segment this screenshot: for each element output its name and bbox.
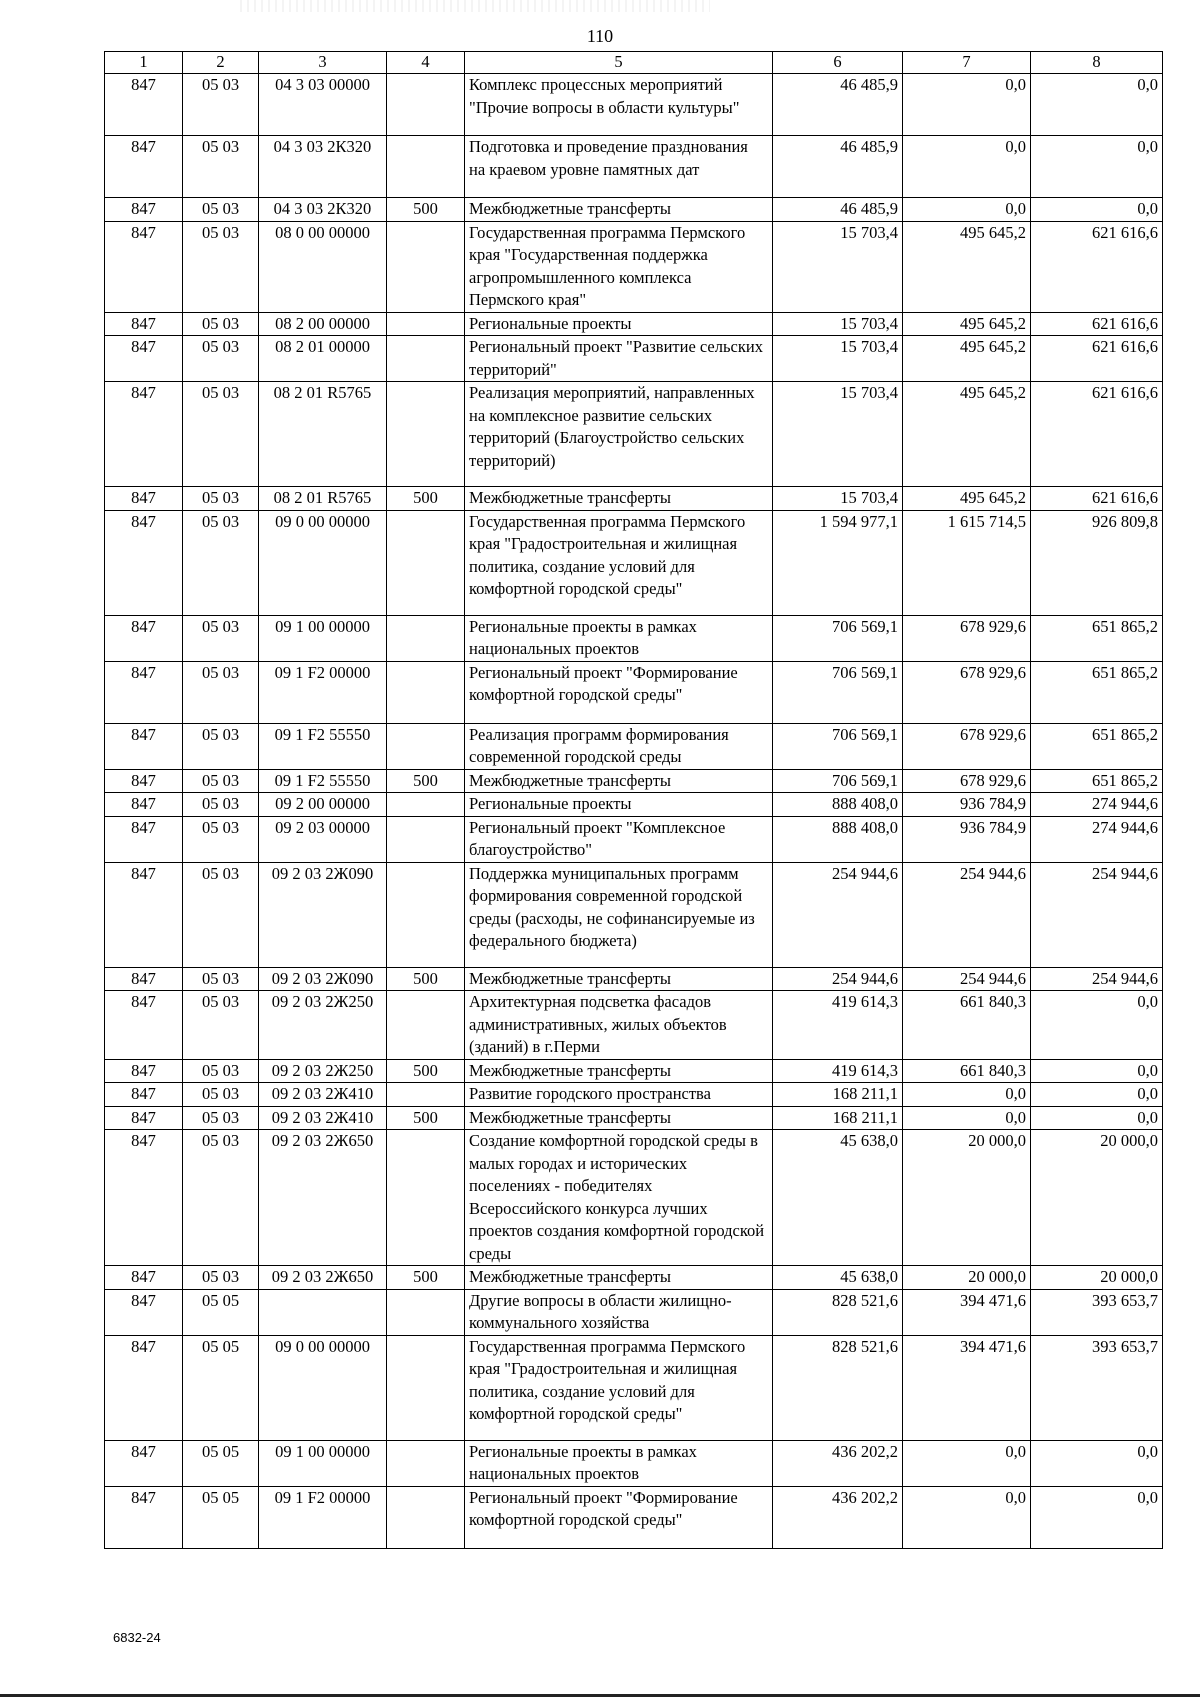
cell-description: Архитектурная подсветка фасадов административных, жилых объектов (зданий) в г.Перми (465, 991, 773, 1060)
cell-amount-year2: 678 929,6 (903, 615, 1031, 661)
column-header: 2 (183, 52, 259, 74)
cell-expense-type: 500 (387, 198, 465, 222)
cell-target-code: 09 1 00 00000 (259, 615, 387, 661)
cell-amount-year1: 706 569,1 (773, 723, 903, 769)
cell-target-code: 09 2 03 2Ж650 (259, 1266, 387, 1290)
cell-amount-year1: 888 408,0 (773, 816, 903, 862)
cell-amount-year2: 0,0 (903, 1440, 1031, 1486)
table-row (105, 382, 1163, 487)
column-header: 6 (773, 52, 903, 74)
table-row (105, 862, 1163, 967)
cell-admin-code: 847 (105, 816, 183, 862)
cell-amount-year3: 0,0 (1031, 1486, 1163, 1548)
cell-target-code: 09 0 00 00000 (259, 510, 387, 615)
cell-expense-type (387, 136, 465, 198)
cell-amount-year1: 15 703,4 (773, 336, 903, 382)
cell-amount-year3: 651 865,2 (1031, 723, 1163, 769)
cell-amount-year3: 651 865,2 (1031, 615, 1163, 661)
table-row (105, 1266, 1163, 1290)
table-row (105, 312, 1163, 336)
cell-amount-year3: 20 000,0 (1031, 1130, 1163, 1266)
cell-admin-code: 847 (105, 136, 183, 198)
table-row (105, 136, 1163, 198)
cell-amount-year2: 495 645,2 (903, 221, 1031, 312)
cell-amount-year3: 651 865,2 (1031, 661, 1163, 723)
cell-expense-type (387, 1440, 465, 1486)
cell-expense-type (387, 510, 465, 615)
table-row (105, 661, 1163, 723)
cell-section-code: 05 03 (183, 336, 259, 382)
cell-admin-code: 847 (105, 1059, 183, 1083)
cell-admin-code: 847 (105, 198, 183, 222)
table-row (105, 336, 1163, 382)
cell-amount-year2: 661 840,3 (903, 1059, 1031, 1083)
cell-description: Межбюджетные трансферты (465, 198, 773, 222)
cell-section-code: 05 03 (183, 967, 259, 991)
cell-expense-type (387, 661, 465, 723)
cell-section-code: 05 05 (183, 1440, 259, 1486)
cell-admin-code: 847 (105, 1486, 183, 1548)
table-row (105, 1440, 1163, 1486)
table-row (105, 1059, 1163, 1083)
column-header: 1 (105, 52, 183, 74)
cell-target-code: 09 2 03 2Ж410 (259, 1083, 387, 1107)
cell-section-code: 05 03 (183, 312, 259, 336)
cell-amount-year3: 621 616,6 (1031, 382, 1163, 487)
cell-amount-year1: 46 485,9 (773, 198, 903, 222)
cell-amount-year1: 15 703,4 (773, 221, 903, 312)
cell-amount-year3: 0,0 (1031, 74, 1163, 136)
cell-target-code: 09 1 00 00000 (259, 1440, 387, 1486)
cell-target-code: 09 2 03 2Ж410 (259, 1106, 387, 1130)
cell-amount-year2: 394 471,6 (903, 1335, 1031, 1440)
table-row (105, 221, 1163, 312)
cell-amount-year1: 706 569,1 (773, 769, 903, 793)
cell-amount-year1: 45 638,0 (773, 1266, 903, 1290)
cell-target-code: 09 2 03 2Ж090 (259, 862, 387, 967)
cell-section-code: 05 03 (183, 1266, 259, 1290)
cell-admin-code: 847 (105, 1130, 183, 1266)
column-header: 5 (465, 52, 773, 74)
table-body (105, 74, 1163, 1549)
table-row (105, 487, 1163, 511)
cell-amount-year2: 0,0 (903, 136, 1031, 198)
cell-expense-type (387, 1083, 465, 1107)
cell-description: Межбюджетные трансферты (465, 487, 773, 511)
cell-amount-year2: 495 645,2 (903, 487, 1031, 511)
cell-amount-year2: 0,0 (903, 1486, 1031, 1548)
cell-description: Реализация мероприятий, направленных на комплексное развитие сельских территорий (Благоустройство сельских территорий) (465, 382, 773, 487)
table-row (105, 1130, 1163, 1266)
cell-amount-year1: 168 211,1 (773, 1083, 903, 1107)
cell-description: Государственная программа Пермского края "Градостроительная и жилищная политика, создание условий для комфортной городской среды" (465, 1335, 773, 1440)
cell-admin-code: 847 (105, 991, 183, 1060)
cell-expense-type (387, 312, 465, 336)
cell-section-code: 05 03 (183, 1059, 259, 1083)
cell-amount-year2: 495 645,2 (903, 336, 1031, 382)
cell-amount-year1: 46 485,9 (773, 74, 903, 136)
cell-description: Межбюджетные трансферты (465, 1059, 773, 1083)
cell-amount-year3: 0,0 (1031, 1059, 1163, 1083)
cell-section-code: 05 03 (183, 136, 259, 198)
cell-section-code: 05 03 (183, 991, 259, 1060)
cell-admin-code: 847 (105, 74, 183, 136)
cell-admin-code: 847 (105, 1083, 183, 1107)
cell-description: Развитие городского пространства (465, 1083, 773, 1107)
cell-description: Комплекс процессных мероприятий "Прочие вопросы в области культуры" (465, 74, 773, 136)
cell-description: Региональный проект "Формирование комфортной городской среды" (465, 1486, 773, 1548)
table-row (105, 769, 1163, 793)
cell-amount-year2: 0,0 (903, 74, 1031, 136)
cell-admin-code: 847 (105, 510, 183, 615)
table-row (105, 510, 1163, 615)
cell-target-code: 08 2 01 R5765 (259, 487, 387, 511)
cell-admin-code: 847 (105, 382, 183, 487)
cell-section-code: 05 03 (183, 816, 259, 862)
cell-amount-year2: 254 944,6 (903, 967, 1031, 991)
cell-admin-code: 847 (105, 487, 183, 511)
cell-amount-year3: 651 865,2 (1031, 769, 1163, 793)
cell-admin-code: 847 (105, 967, 183, 991)
table-row (105, 1083, 1163, 1107)
table-row (105, 198, 1163, 222)
cell-amount-year2: 661 840,3 (903, 991, 1031, 1060)
cell-amount-year2: 254 944,6 (903, 862, 1031, 967)
table-row (105, 74, 1163, 136)
cell-amount-year2: 936 784,9 (903, 793, 1031, 817)
cell-amount-year1: 436 202,2 (773, 1486, 903, 1548)
cell-target-code: 09 1 F2 55550 (259, 723, 387, 769)
scan-noise (240, 0, 710, 12)
cell-section-code: 05 03 (183, 487, 259, 511)
cell-admin-code: 847 (105, 1106, 183, 1130)
cell-admin-code: 847 (105, 723, 183, 769)
cell-amount-year2: 678 929,6 (903, 661, 1031, 723)
cell-section-code: 05 03 (183, 1083, 259, 1107)
cell-target-code: 09 0 00 00000 (259, 1335, 387, 1440)
cell-admin-code: 847 (105, 336, 183, 382)
cell-target-code: 08 2 00 00000 (259, 312, 387, 336)
cell-amount-year1: 15 703,4 (773, 382, 903, 487)
cell-amount-year3: 274 944,6 (1031, 816, 1163, 862)
cell-amount-year2: 20 000,0 (903, 1266, 1031, 1290)
cell-section-code: 05 03 (183, 1106, 259, 1130)
cell-target-code: 09 2 03 2Ж090 (259, 967, 387, 991)
column-header: 8 (1031, 52, 1163, 74)
cell-amount-year3: 621 616,6 (1031, 312, 1163, 336)
cell-description: Межбюджетные трансферты (465, 967, 773, 991)
cell-expense-type (387, 1130, 465, 1266)
cell-section-code: 05 05 (183, 1486, 259, 1548)
column-header: 4 (387, 52, 465, 74)
table-row (105, 967, 1163, 991)
cell-admin-code: 847 (105, 1335, 183, 1440)
cell-target-code: 09 1 F2 00000 (259, 661, 387, 723)
cell-amount-year1: 888 408,0 (773, 793, 903, 817)
cell-section-code: 05 03 (183, 793, 259, 817)
cell-section-code: 05 05 (183, 1335, 259, 1440)
cell-amount-year3: 0,0 (1031, 1440, 1163, 1486)
cell-section-code: 05 03 (183, 615, 259, 661)
cell-amount-year1: 15 703,4 (773, 312, 903, 336)
cell-expense-type (387, 991, 465, 1060)
cell-description: Межбюджетные трансферты (465, 1266, 773, 1290)
cell-description: Региональные проекты в рамках национальных проектов (465, 1440, 773, 1486)
cell-amount-year1: 419 614,3 (773, 1059, 903, 1083)
cell-amount-year3: 0,0 (1031, 136, 1163, 198)
cell-amount-year1: 706 569,1 (773, 615, 903, 661)
cell-amount-year3: 0,0 (1031, 1106, 1163, 1130)
cell-section-code: 05 03 (183, 862, 259, 967)
cell-target-code: 09 1 F2 55550 (259, 769, 387, 793)
cell-amount-year1: 828 521,6 (773, 1289, 903, 1335)
cell-expense-type: 500 (387, 967, 465, 991)
cell-target-code (259, 1289, 387, 1335)
cell-section-code: 05 03 (183, 769, 259, 793)
cell-admin-code: 847 (105, 661, 183, 723)
cell-target-code: 09 2 00 00000 (259, 793, 387, 817)
cell-admin-code: 847 (105, 1440, 183, 1486)
budget-table (104, 51, 1163, 1549)
cell-expense-type (387, 615, 465, 661)
cell-admin-code: 847 (105, 862, 183, 967)
cell-amount-year3: 0,0 (1031, 1083, 1163, 1107)
cell-admin-code: 847 (105, 615, 183, 661)
cell-section-code: 05 03 (183, 723, 259, 769)
table-row (105, 1486, 1163, 1548)
cell-amount-year2: 1 615 714,5 (903, 510, 1031, 615)
cell-description: Региональный проект "Комплексное благоустройство" (465, 816, 773, 862)
cell-expense-type: 500 (387, 769, 465, 793)
cell-amount-year1: 436 202,2 (773, 1440, 903, 1486)
cell-amount-year3: 0,0 (1031, 198, 1163, 222)
cell-admin-code: 847 (105, 793, 183, 817)
cell-amount-year2: 20 000,0 (903, 1130, 1031, 1266)
cell-target-code: 09 2 03 2Ж650 (259, 1130, 387, 1266)
cell-amount-year1: 254 944,6 (773, 967, 903, 991)
cell-amount-year1: 46 485,9 (773, 136, 903, 198)
table-row (105, 1289, 1163, 1335)
cell-amount-year3: 393 653,7 (1031, 1289, 1163, 1335)
cell-amount-year2: 0,0 (903, 1083, 1031, 1107)
cell-target-code: 08 2 01 R5765 (259, 382, 387, 487)
cell-description: Подготовка и проведение празднования на краевом уровне памятных дат (465, 136, 773, 198)
cell-target-code: 09 1 F2 00000 (259, 1486, 387, 1548)
cell-section-code: 05 03 (183, 382, 259, 487)
table-header-row (105, 52, 1163, 74)
cell-target-code: 09 2 03 2Ж250 (259, 1059, 387, 1083)
cell-admin-code: 847 (105, 221, 183, 312)
table-row (105, 615, 1163, 661)
cell-target-code: 08 2 01 00000 (259, 336, 387, 382)
cell-section-code: 05 03 (183, 74, 259, 136)
cell-target-code: 04 3 03 00000 (259, 74, 387, 136)
cell-amount-year2: 495 645,2 (903, 382, 1031, 487)
cell-description: Региональный проект "Формирование комфортной городской среды" (465, 661, 773, 723)
cell-amount-year3: 621 616,6 (1031, 487, 1163, 511)
cell-expense-type: 500 (387, 1266, 465, 1290)
cell-amount-year2: 678 929,6 (903, 723, 1031, 769)
cell-amount-year2: 394 471,6 (903, 1289, 1031, 1335)
cell-amount-year2: 678 929,6 (903, 769, 1031, 793)
cell-description: Региональные проекты в рамках национальных проектов (465, 615, 773, 661)
cell-amount-year3: 254 944,6 (1031, 967, 1163, 991)
cell-amount-year1: 45 638,0 (773, 1130, 903, 1266)
column-header: 3 (259, 52, 387, 74)
cell-amount-year2: 0,0 (903, 1106, 1031, 1130)
cell-amount-year3: 393 653,7 (1031, 1335, 1163, 1440)
cell-expense-type: 500 (387, 1059, 465, 1083)
cell-expense-type: 500 (387, 1106, 465, 1130)
cell-target-code: 08 0 00 00000 (259, 221, 387, 312)
cell-description: Государственная программа Пермского края "Государственная поддержка агропромышленного комплекса Пермского края" (465, 221, 773, 312)
cell-admin-code: 847 (105, 312, 183, 336)
cell-amount-year1: 1 594 977,1 (773, 510, 903, 615)
cell-amount-year1: 706 569,1 (773, 661, 903, 723)
cell-amount-year2: 936 784,9 (903, 816, 1031, 862)
cell-amount-year1: 254 944,6 (773, 862, 903, 967)
cell-description: Другие вопросы в области жилищно-коммунального хозяйства (465, 1289, 773, 1335)
cell-description: Региональные проекты (465, 793, 773, 817)
table-row (105, 1106, 1163, 1130)
cell-amount-year1: 828 521,6 (773, 1335, 903, 1440)
document-code: 6832-24 (113, 1630, 161, 1645)
cell-expense-type (387, 74, 465, 136)
cell-amount-year3: 20 000,0 (1031, 1266, 1163, 1290)
table-row (105, 793, 1163, 817)
cell-expense-type (387, 1486, 465, 1548)
table-row (105, 991, 1163, 1060)
cell-section-code: 05 03 (183, 661, 259, 723)
cell-expense-type (387, 723, 465, 769)
cell-amount-year2: 495 645,2 (903, 312, 1031, 336)
cell-target-code: 04 3 03 2К320 (259, 136, 387, 198)
cell-expense-type (387, 1335, 465, 1440)
cell-expense-type (387, 816, 465, 862)
cell-target-code: 09 2 03 00000 (259, 816, 387, 862)
cell-amount-year3: 0,0 (1031, 991, 1163, 1060)
cell-description: Создание комфортной городской среды в малых городах и исторических поселениях - победителях Всероссийского конкурса лучших проектов создания комфортной городской среды (465, 1130, 773, 1266)
cell-amount-year3: 621 616,6 (1031, 221, 1163, 312)
cell-amount-year1: 168 211,1 (773, 1106, 903, 1130)
cell-expense-type (387, 221, 465, 312)
cell-amount-year1: 15 703,4 (773, 487, 903, 511)
cell-amount-year3: 926 809,8 (1031, 510, 1163, 615)
cell-expense-type (387, 382, 465, 487)
table-row (105, 723, 1163, 769)
cell-section-code: 05 03 (183, 510, 259, 615)
cell-description: Межбюджетные трансферты (465, 769, 773, 793)
cell-expense-type (387, 336, 465, 382)
table-row (105, 1335, 1163, 1440)
cell-amount-year3: 274 944,6 (1031, 793, 1163, 817)
cell-target-code: 09 2 03 2Ж250 (259, 991, 387, 1060)
cell-expense-type (387, 793, 465, 817)
cell-description: Реализация программ формирования современной городской среды (465, 723, 773, 769)
cell-target-code: 04 3 03 2К320 (259, 198, 387, 222)
cell-amount-year3: 621 616,6 (1031, 336, 1163, 382)
cell-description: Государственная программа Пермского края "Градостроительная и жилищная политика, создание условий для комфортной городской среды" (465, 510, 773, 615)
column-header: 7 (903, 52, 1031, 74)
cell-section-code: 05 05 (183, 1289, 259, 1335)
cell-amount-year2: 0,0 (903, 198, 1031, 222)
cell-section-code: 05 03 (183, 1130, 259, 1266)
cell-admin-code: 847 (105, 1266, 183, 1290)
cell-admin-code: 847 (105, 1289, 183, 1335)
cell-section-code: 05 03 (183, 198, 259, 222)
page-number: 110 (586, 26, 614, 46)
cell-description: Региональные проекты (465, 312, 773, 336)
cell-description: Региональный проект "Развитие сельских территорий" (465, 336, 773, 382)
cell-section-code: 05 03 (183, 221, 259, 312)
cell-amount-year3: 254 944,6 (1031, 862, 1163, 967)
cell-amount-year1: 419 614,3 (773, 991, 903, 1060)
cell-admin-code: 847 (105, 769, 183, 793)
cell-expense-type: 500 (387, 487, 465, 511)
cell-expense-type (387, 1289, 465, 1335)
cell-description: Межбюджетные трансферты (465, 1106, 773, 1130)
table-row (105, 816, 1163, 862)
cell-description: Поддержка муниципальных программ формирования современной городской среды (расходы, не софинансируемые из федерального бюджета) (465, 862, 773, 967)
cell-expense-type (387, 862, 465, 967)
